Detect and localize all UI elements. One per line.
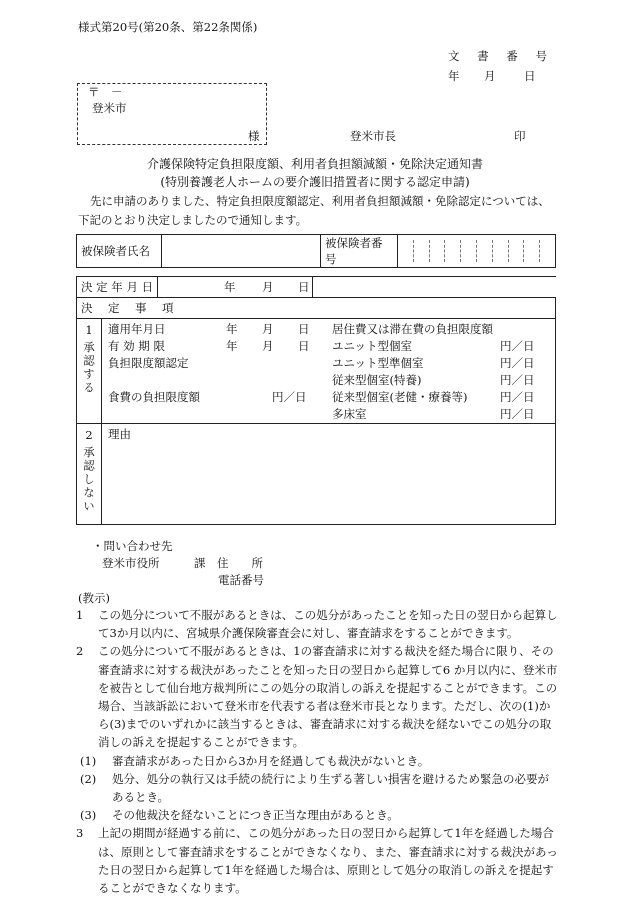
valid-year: 年 xyxy=(226,339,238,353)
meal-limit-unit: 円／日 xyxy=(272,390,307,404)
instruction-item xyxy=(76,824,560,897)
decision-date-row xyxy=(77,277,556,298)
instructions-heading: (教示) xyxy=(78,591,110,605)
deny-reason xyxy=(102,424,556,525)
deny-section-label xyxy=(77,424,102,525)
instructions-list xyxy=(76,606,560,897)
valid-day: 日 xyxy=(298,339,310,353)
contact-office xyxy=(102,555,263,571)
insured-table xyxy=(76,234,556,268)
decision-day: 日 xyxy=(298,280,310,294)
instruction-subitem xyxy=(76,806,560,824)
instruction-item xyxy=(76,606,560,642)
instruction-item xyxy=(76,642,560,751)
room-unit: 円／日 xyxy=(500,339,535,353)
contact-dept: 課 住 所 xyxy=(194,556,263,570)
room-type: ユニット型個室 xyxy=(332,339,413,353)
document-date xyxy=(448,68,536,84)
approve-num: 1 xyxy=(85,323,93,337)
contact-heading: ・問い合わせ先 xyxy=(92,539,173,553)
instruction-text: この処分について不服があるときは、この処分があったことを知った日の翌日から起算して3か月以内に、宮城県介護保険審査会に対し、審査請求をすることができます。 xyxy=(98,608,558,641)
subitem-number: (2) xyxy=(80,771,97,786)
insured-number-boxes xyxy=(398,235,556,268)
decision-matters-label: 決 定 事 項 xyxy=(77,298,556,319)
date-month: 月 xyxy=(484,69,496,83)
room-type: 従来型個室(老健・療養等) xyxy=(332,390,468,404)
valid-month: 月 xyxy=(262,339,274,353)
document-subtitle: (特別養護老人ホームの要介護旧措置者に関する認定申請) xyxy=(160,175,470,189)
recipient-city: 登米市 xyxy=(92,101,127,115)
instruction-subitem xyxy=(76,770,560,806)
meal-limit-label: 食費の負担限度額 xyxy=(108,390,200,404)
subitem-text: その他裁決を経ないことにつき正当な理由があるとき。 xyxy=(112,808,399,823)
insured-number-label: 被保険者番号 xyxy=(321,235,398,268)
decision-table xyxy=(76,276,556,525)
insured-name-value xyxy=(162,235,321,268)
document-number-label: 文 書 番 号 xyxy=(448,49,554,63)
document-title: 介護保険特定負担限度額、利用者負担額減額・免除決定通知書 xyxy=(146,157,483,171)
decision-date-value xyxy=(158,277,313,297)
instruction-text: この処分について不服があるときは、1の審査請求に対する裁決を経た場合に限り、その審査請求に対する裁決があったことを知った日の翌日から起算して6 か月以内に、登米市を被告として仙台地方裁判所にこの処分の取消しの訴えを提起することができます。この場合、当該訴訟において登米市を代表する者は登米市長となります。ただし、次の(1)から(3)までのいずれかに該当するときは、審査請求に対する裁決を経ないでこの処分の取消しの訴えを提起することができます。 xyxy=(98,644,558,750)
intro-text: 先に申請のありました、特定負担限度額認定、利用者負担額減額・免除認定については、下記のとおり決定しましたので通知します。 xyxy=(78,194,550,227)
deny-reason-label: 理由 xyxy=(108,427,131,441)
insured-name-label: 被保険者氏名 xyxy=(77,235,162,268)
subitem-number: (1) xyxy=(80,753,97,768)
residence-title: 居住費又は滞在費の負担限度額 xyxy=(332,322,493,336)
apply-day: 日 xyxy=(298,322,310,336)
deny-num: 2 xyxy=(85,428,93,442)
date-day: 日 xyxy=(524,69,536,83)
burden-cert-label: 負担限度額認定 xyxy=(108,356,189,370)
room-type: 多床室 xyxy=(332,407,367,421)
room-unit: 円／日 xyxy=(500,407,535,421)
apply-date-label: 適用年月日 xyxy=(108,322,166,336)
room-unit: 円／日 xyxy=(500,356,535,370)
form-number: 様式第20号(第20条、第22条関係) xyxy=(78,20,258,34)
room-unit: 円／日 xyxy=(500,390,535,404)
instruction-text: 上記の期間が経過する前に、この処分があった日の翌日から起算して1年を経過した場合は、原則として審査請求をすることができなくなり、また、審査請求に対する裁決があった日の翌日から起算して1年を経過した場合は、原則として処分の取消しの訴えを提起することができなくなります。 xyxy=(98,826,558,896)
valid-period-label: 有 効 期 限 xyxy=(108,339,165,353)
sender-mayor: 登米市長 xyxy=(350,129,396,143)
approve-label: 承認する xyxy=(82,341,96,395)
apply-year: 年 xyxy=(226,322,238,336)
recipient-honorific: 様 xyxy=(248,129,260,143)
decision-date-label: 決 定 年 月 日 xyxy=(77,277,158,297)
apply-month: 月 xyxy=(262,322,274,336)
instruction-number: 3 xyxy=(76,826,84,841)
room-type: ユニット型準個室 xyxy=(332,356,424,370)
approve-details xyxy=(102,319,556,424)
instruction-number: 1 xyxy=(76,608,84,622)
decision-month: 月 xyxy=(262,280,274,294)
room-unit: 円／日 xyxy=(500,373,535,387)
deny-label: 承認しない xyxy=(82,446,96,514)
subitem-text: 審査請求があった日から3か月を経過しても裁決がないとき。 xyxy=(112,753,430,768)
contact-phone: 電話番号 xyxy=(218,573,264,587)
seal-mark: 印 xyxy=(514,129,526,143)
instruction-subitem xyxy=(76,752,560,770)
decision-year: 年 xyxy=(224,280,236,294)
date-year: 年 xyxy=(448,69,460,83)
subitem-text: 処分、処分の執行又は手続の続行により生ずる著しい損害を避けるため緊急の必要があるとき。 xyxy=(112,771,549,805)
postal-code: 〒 － xyxy=(88,85,123,99)
instruction-number: 2 xyxy=(76,644,84,659)
approve-section-label xyxy=(77,319,102,424)
contact-office-name: 登米市役所 xyxy=(102,556,160,570)
room-type: 従来型個室(特養) xyxy=(332,373,422,387)
subitem-number: (3) xyxy=(80,808,97,823)
